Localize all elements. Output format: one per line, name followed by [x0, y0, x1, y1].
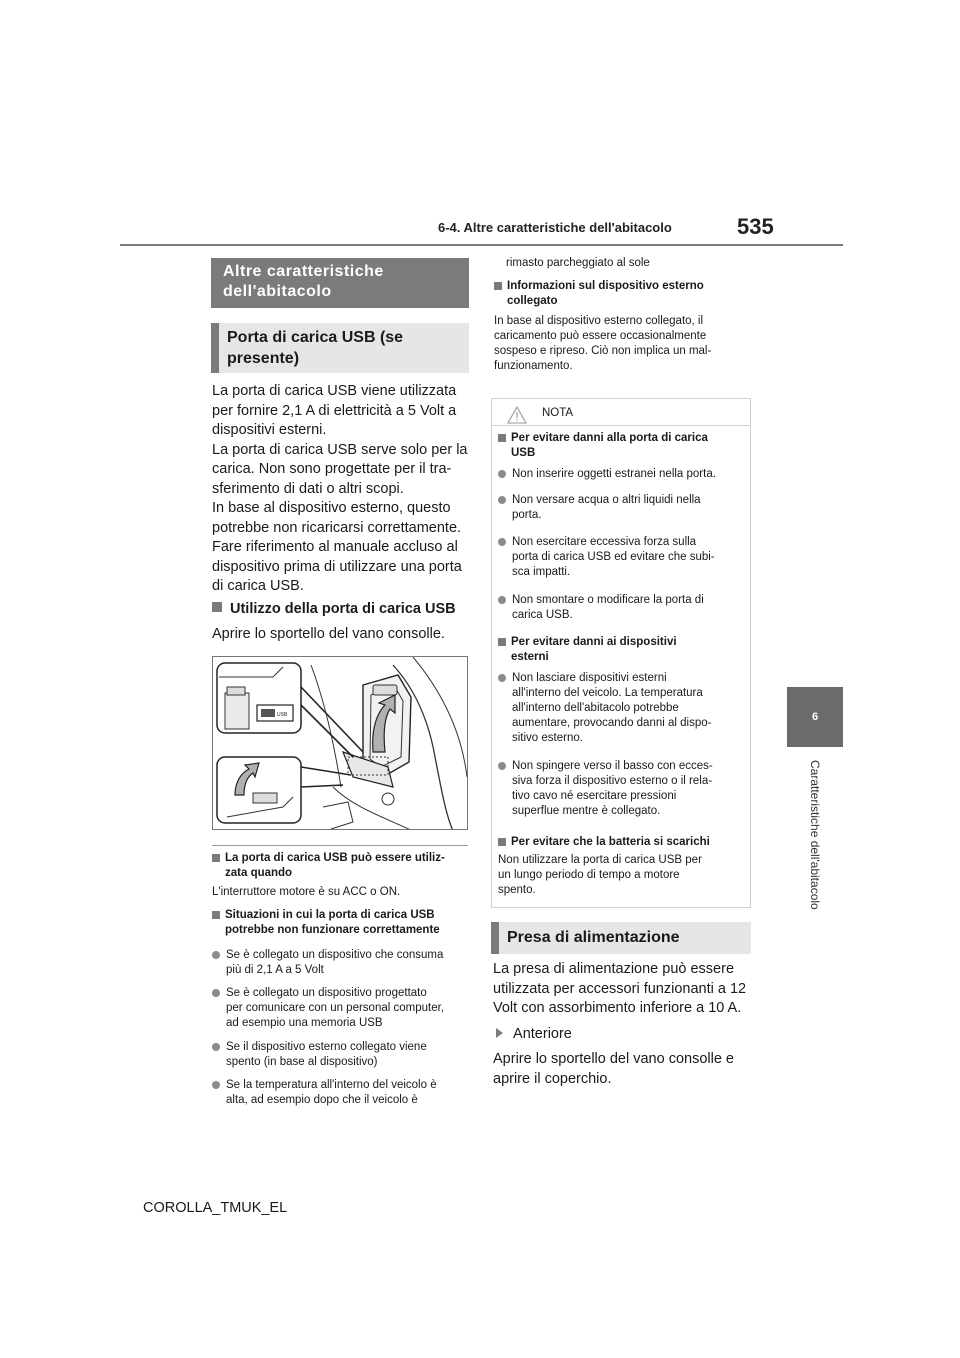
list-item-text: [226, 986, 444, 1031]
list-item-line: porta.: [512, 509, 542, 521]
info-title: [507, 279, 704, 309]
list-item-line: all'interno del veicolo. La temperatura: [512, 687, 703, 699]
list-item-line: sitivo esterno.: [512, 732, 583, 744]
list-item-text: [226, 1040, 427, 1070]
list-item-line: Non versare acqua o altri liquidi nella: [512, 494, 701, 506]
info-title-line: collegato: [507, 295, 558, 307]
list-item-line: ad esempio una memoria USB: [226, 1017, 383, 1029]
nota-title-line: esterni: [511, 651, 549, 663]
document-code: COROLLA_TMUK_EL: [143, 1200, 288, 1216]
intro-line: sferimento di dati o altri scopi.: [212, 480, 404, 497]
nota-text-line: spento.: [498, 884, 536, 896]
list-item-line: per comunicare con un personal computer,: [226, 1002, 444, 1014]
list-item-line: Non esercitare eccessiva forza sulla: [512, 536, 697, 548]
list-item-text: [512, 535, 715, 580]
nota-group-title-text: [511, 635, 677, 665]
note-title-line: La porta di carica USB può essere utiliz-: [225, 852, 445, 864]
nota-label: NOTA: [542, 407, 574, 419]
list-item-line: Non inserire oggetti estranei nella porta.: [512, 468, 716, 480]
intro-line: per fornire 2,1 A di elettricità a 5 Volt a: [212, 402, 457, 419]
nota-title-line: USB: [511, 447, 536, 459]
list-item-line: carica USB.: [512, 609, 573, 621]
list-item-line: spento (in base al dispositivo): [226, 1056, 378, 1068]
list-item-text: [512, 493, 701, 523]
subheading-usb-use: [212, 600, 456, 620]
console-illustration: [212, 656, 468, 830]
subheading-text: Utilizzo della porta di carica USB: [230, 601, 456, 617]
list-item-line: siva forza il dispositivo esterno o il rela-: [512, 775, 713, 787]
bullet-dot-icon: [212, 951, 220, 959]
nota-text-line: Non utilizzare la porta di carica USB per: [498, 854, 702, 866]
note-usb-not-working: [212, 908, 472, 938]
info-text-line: In base al dispositivo esterno collegato, il: [494, 315, 704, 327]
bullet-dot-icon: [212, 1081, 220, 1089]
nota-group-title-text: Per evitare che la batteria si scarichi: [511, 836, 710, 848]
list-item-line: alta, ad esempio dopo che il veicolo è: [226, 1094, 418, 1106]
section-title-power-outlet: Presa di alimentazione: [491, 922, 751, 954]
instruction-text: Aprire lo sportello del vano consolle.: [212, 626, 445, 642]
nota-title-line: Per evitare danni alla porta di carica: [511, 432, 708, 444]
intro-line: dispositivi esterni.: [212, 422, 327, 438]
note-usb-when-text: L'interruttore motore è su ACC o ON.: [212, 886, 401, 898]
nota-text-line: un lungo periodo di tempo a motore: [498, 869, 680, 881]
chapter-side-label: [808, 760, 824, 940]
page-number: 535: [737, 214, 774, 239]
square-bullet-icon: [498, 838, 506, 846]
intro-line: Fare riferimento al manuale accluso al: [212, 539, 458, 555]
chapter-title: Altre caratteristiche dell'abitacolo: [211, 258, 469, 308]
figure-usb-label: USB: [277, 712, 288, 718]
square-bullet-icon: [498, 638, 506, 646]
front-item-text: Anteriore: [513, 1026, 572, 1042]
intro-line: In base al dispositivo esterno, questo: [212, 500, 451, 516]
section-title-usb: Porta di carica USB (se presente): [211, 323, 469, 373]
bullet-dot-icon: [212, 989, 220, 997]
nota-group-title: [498, 635, 743, 665]
info-external-device: [494, 279, 754, 309]
info-text-line: funzionamento.: [494, 360, 573, 372]
chapter-tab: [787, 687, 843, 747]
header-rule: [120, 244, 843, 246]
list-item-line: aumentare, provocando danni al dispo-: [512, 717, 712, 729]
nota-group-title: [498, 431, 743, 461]
header-section-title: 6-4. Altre caratteristiche dell'abitacolo: [438, 220, 672, 235]
list-item-line: Se è collegato un dispositivo progettato: [226, 987, 427, 999]
nota-title-line: Per evitare danni ai dispositivi: [511, 636, 677, 648]
nota-box: [491, 398, 751, 908]
list-item-line: più di 2,1 A a 5 Volt: [226, 964, 324, 976]
list-item-line: Non spingere verso il basso con ecces-: [512, 760, 713, 772]
info-text: [494, 314, 754, 374]
list-item-line: porta di carica USB ed evitare che subi-: [512, 551, 715, 563]
note-title: [225, 851, 445, 881]
intro-line: di carica USB.: [212, 578, 304, 594]
list-item-line: Se il dispositivo esterno collegato viene: [226, 1041, 427, 1053]
square-bullet-icon: [494, 282, 502, 290]
warning-triangle-icon: [506, 405, 528, 430]
intro-line: dispositivo prima di utilizzare una porta: [212, 558, 462, 575]
final-instruction: [493, 1050, 758, 1089]
nota-divider: [492, 425, 750, 426]
list-item-line: all'interno dell'abitacolo potrebbe: [512, 702, 679, 714]
power-paragraph: [493, 960, 758, 1019]
section-divider: [212, 845, 468, 846]
triangle-arrow-icon: [496, 1028, 503, 1038]
note-title-line: potrebbe non funzionare correttamente: [225, 924, 440, 936]
bullet-dot-icon: [498, 496, 506, 504]
bullet-dot-icon: [498, 674, 506, 682]
list-item-line: tivo cavo né esercitare pressioni: [512, 790, 677, 802]
final-line: aprire il coperchio.: [493, 1070, 612, 1087]
note-title: [225, 908, 440, 938]
intro-line: carica. Non sono progettate per il tra-: [212, 461, 452, 477]
note-usb-when: [212, 851, 472, 881]
bullet-dot-icon: [498, 538, 506, 546]
continuation-text: rimasto parcheggiato al sole: [506, 257, 650, 269]
intro-line: La porta di carica USB viene utilizzata: [212, 383, 457, 399]
bullet-dot-icon: [498, 470, 506, 478]
nota-battery-text: [498, 853, 743, 898]
info-text-line: caricamento può essere occasionalmente: [494, 330, 707, 342]
list-item-line: superflue mentre è collegato.: [512, 805, 661, 817]
square-bullet-icon: [212, 602, 222, 612]
square-bullet-icon: [212, 854, 220, 862]
intro-line: potrebbe non ricaricarsi correttamente.: [212, 519, 462, 536]
nota-group-title-text: [511, 431, 708, 461]
list-item-line: sca impatti.: [512, 566, 571, 578]
info-text-line: sospeso e ripreso. Ciò non implica un mal-: [494, 345, 712, 357]
list-item-text: [512, 593, 704, 623]
square-bullet-icon: [498, 434, 506, 442]
chapter-side-label-text: Caratteristiche dell'abitacolo: [808, 760, 822, 910]
list-item-text: [226, 948, 443, 978]
power-line: Volt con assorbimento inferiore a 10 A.: [493, 1000, 742, 1016]
note-title-line: zata quando: [225, 867, 293, 879]
list-item-text: [512, 467, 716, 482]
bullet-dot-icon: [498, 762, 506, 770]
list-item-text: [512, 671, 711, 746]
list-item-line: Se è collegato un dispositivo che consuma: [226, 949, 444, 961]
list-item-line: Se la temperatura all'interno del veicolo è: [226, 1079, 437, 1091]
info-title-line: Informazioni sul dispositivo esterno: [507, 280, 704, 292]
list-item-text: [512, 759, 713, 819]
power-line: utilizzata per accessori funzionanti a 12: [493, 980, 747, 997]
intro-line: La porta di carica USB serve solo per la: [212, 441, 468, 458]
chapter-number: 6: [811, 711, 819, 723]
list-item-line: Non lasciare dispositivi esterni: [512, 672, 667, 684]
bullet-dot-icon: [212, 1043, 220, 1051]
bullet-dot-icon: [498, 596, 506, 604]
final-line: Aprire lo sportello del vano consolle e: [493, 1051, 734, 1067]
list-item-line: Non smontare o modificare la porta di: [512, 594, 704, 606]
power-line: La presa di alimentazione può essere: [493, 961, 735, 977]
note-title-line: Situazioni in cui la porta di carica USB: [225, 909, 435, 921]
list-item-text: [226, 1078, 437, 1108]
intro-paragraph: [212, 382, 472, 597]
square-bullet-icon: [212, 911, 220, 919]
front-item: [496, 1025, 572, 1045]
